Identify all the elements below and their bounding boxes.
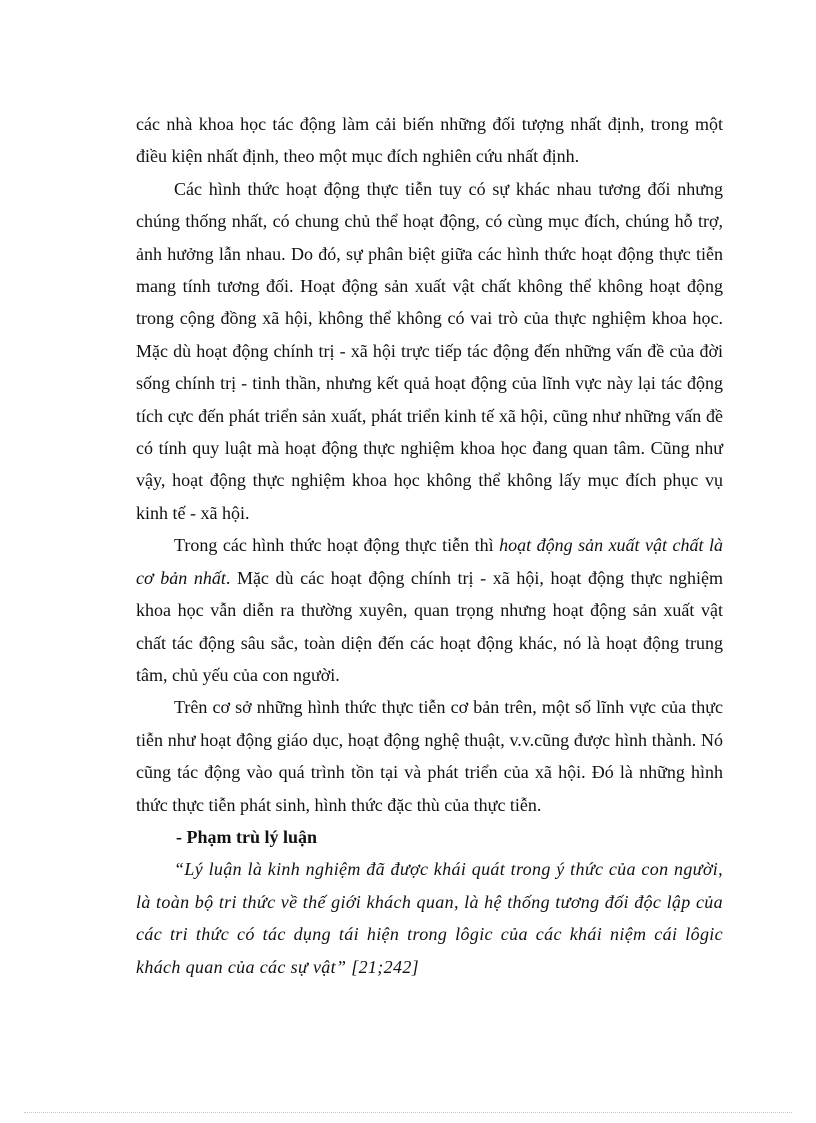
paragraph-rest: . Mặc dù các hoạt động chính trị - xã hội, hoạt động thực nghiệm khoa học vẫn diễn ra thường xuyên, quan trọng nhưng hoạt động sản xuất vật chất tác động sâu sắc, toàn diện đến các hoạt động khác, nó là hoạt động trung tâm, chủ yếu của con người. [136,567,723,685]
quote-paragraph: “Lý luận là kinh nghiệm đã được khái quát trong ý thức của con người, là toàn bộ tri thức về thế giới khách quan, là hệ thống tương đối độc lập của các tri thức có tác dụng tái hiện trong lôgic của các khái niệm cái lôgic khách quan của các sự vật” [21;242] [136,859,723,977]
page-bottom-divider [24,1112,792,1113]
section-heading: - Phạm trù lý luận [176,826,318,847]
emphasis-text: hoạt động sản xuất vật chất là cơ bản nhất [136,535,723,588]
paragraph-derived-forms: Trên cơ sở những hình thức thực tiễn cơ bản trên, một số lĩnh vực của thực tiễn như hoạt động giáo dục, hoạt động nghệ thuật, v.v.cũng được hình thành. Nó cũng tác động vào quá trình tồn tại và phát triển của xã hội. Đó là những hình thức thực tiễn phát sinh, hình thức đặc thù của thực tiễn. [136,697,723,815]
paragraph-lead: Trong các hình thức hoạt động thực tiễn thì [174,535,500,556]
paragraph-practice-forms: Các hình thức hoạt động thực tiễn tuy có sự khác nhau tương đối nhưng chúng thống nhất, có chung chủ thể hoạt động, có cùng mục đích, chúng hỗ trợ, ảnh hưởng lẫn nhau. Do đó, sự phân biệt giữa các hình thức hoạt động thực tiễn mang tính tương đối. Hoạt động sản xuất vật chất không thể không hoạt động trong cộng đồng xã hội, không thể không có vai trò của thực nghiệm khoa học. Mặc dù hoạt động chính trị - xã hội trực tiếp tác động đến những vấn đề của đời sống chính trị - tinh thần, nhưng kết quả hoạt động của lĩnh vực này lại tác động tích cực đến phát triển sản xuất, phát triển kinh tế xã hội, cũng như những vấn đề có tính quy luật mà hoạt động thực nghiệm khoa học đang quan tâm. Cũng như vậy, hoạt động thực nghiệm khoa học không thể không lấy mục đích phục vụ kinh tế - xã hội. [136,178,723,523]
paragraph-continued: các nhà khoa học tác động làm cải biến những đối tượng nhất định, trong một điều kiện nhất định, theo một mục đích nghiên cứu nhất định. [136,114,723,167]
paragraph-material-production [136,529,723,691]
body-text [136,108,723,983]
